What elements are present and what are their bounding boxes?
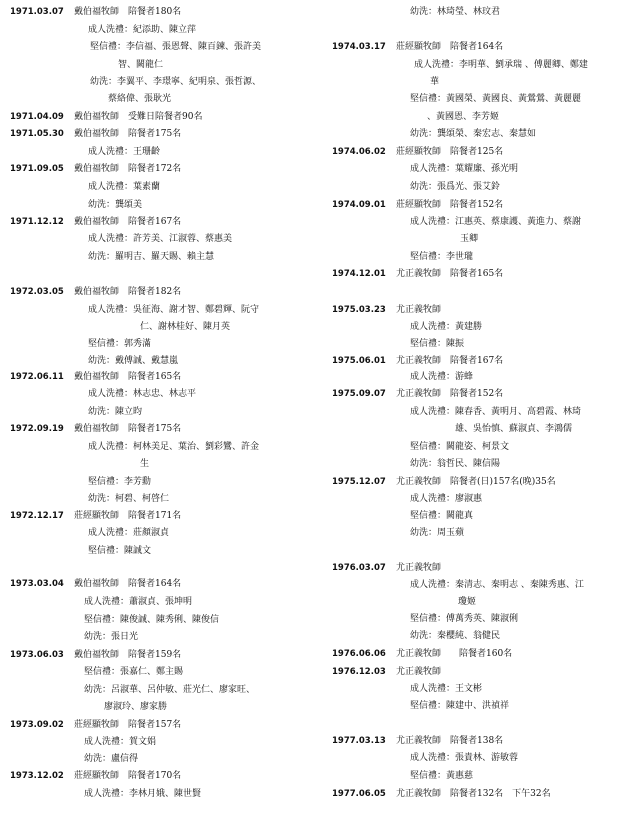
record-summary: 尤正義牧師 xyxy=(396,667,442,677)
record-detail-text: 幼洗：周玉蘋 xyxy=(410,528,465,538)
record-detail-text: 堅信禮：傅萬秀英、陳淑俐 xyxy=(410,614,519,624)
record-detail-text: 堅信禮：張嘉仁、鄭主賜 xyxy=(84,667,184,677)
record-detail-text: 成人洗禮：蕭淑貞、張坤明 xyxy=(84,597,193,607)
record-date: 1971.12.12 xyxy=(10,217,64,227)
record-detail-text: 幼洗：陳立昀 xyxy=(88,407,143,417)
record-date: 1971.03.07 xyxy=(10,7,64,17)
record-detail-text: 幼洗：張爲光、張艾鈴 xyxy=(410,182,501,192)
record-date: 1974.06.02 xyxy=(332,147,386,157)
record-detail-text: 幼洗：秦櫻純、翁健民 xyxy=(410,631,501,641)
record-summary: 尤正義牧師 xyxy=(396,563,442,573)
record-detail-text: 幼洗：戴傅誠、戴慧嵐 xyxy=(88,356,179,366)
record-detail-text: 瓊姬 xyxy=(458,597,477,607)
record-summary: 戴伯福牧師 陪餐者175名 xyxy=(74,424,182,434)
record-summary: 尤正義牧師 xyxy=(396,305,442,315)
record-date: 1972.06.11 xyxy=(10,372,64,382)
record-detail-text: 堅信禮：李世瓏 xyxy=(410,252,474,262)
record-summary: 戴伯福牧師 陪餐者159名 xyxy=(74,650,182,660)
record-summary: 戴伯福牧師 陪餐者165名 xyxy=(74,372,182,382)
record-detail-text: 蔡絡偉、張耿光 xyxy=(108,94,172,104)
record-date: 1972.12.17 xyxy=(10,511,64,521)
record-summary: 莊經顯牧師 陪餐者157名 xyxy=(74,720,182,730)
record-detail-text: 成人洗禮：李林月娥、陳世賢 xyxy=(84,789,202,799)
record-date: 1976.06.06 xyxy=(332,649,386,659)
record-detail-text: 雄、吳怡慎、蘇淑貞、李鴻儒 xyxy=(455,424,573,434)
record-date: 1976.12.03 xyxy=(332,667,386,677)
record-summary: 莊經顯牧師 陪餐者125名 xyxy=(396,147,504,157)
record-detail-text: 成人洗禮：王文彬 xyxy=(410,684,483,694)
record-date: 1975.06.01 xyxy=(332,356,386,366)
record-detail-text: 幼洗：羅明吉、羅天賜、賴主慧 xyxy=(88,252,215,262)
record-detail-text: 廖淑玲、廖家勝 xyxy=(104,702,168,712)
record-detail-text: 成人洗禮：李明華、劉承瑞 、傅麗卿、鄭建 xyxy=(414,60,588,70)
record-summary: 尤正義牧師 陪餐者(日)157名(晚)35名 xyxy=(396,477,556,487)
record-detail-text: 成人洗禮：莊顏淑貞 xyxy=(88,528,170,538)
record-summary: 尤正義牧師 陪餐者165名 xyxy=(396,269,504,279)
record-summary: 戴伯福牧師 陪餐者167名 xyxy=(74,217,182,227)
record-detail-text: 幼洗：呂淑華、呂仲敏、莊光仁、廖家旺、 xyxy=(84,685,256,695)
record-detail-text: 幼洗：龔頌榮、秦宏志、秦慧如 xyxy=(410,129,537,139)
record-detail-text: 堅信禮：黃國榮、黃國良、黃鶯鶯、黃麗麗 xyxy=(410,94,582,104)
right-column xyxy=(322,0,628,822)
record-detail-text: 堅信禮：李信福、張恩聲、陳百鍊、張許美 xyxy=(90,42,262,52)
record-detail-text: 成人洗禮：游蜂 xyxy=(410,372,474,382)
record-date: 1973.06.03 xyxy=(10,650,64,660)
record-detail-text: 堅信禮：陳建中、洪禎祥 xyxy=(410,701,510,711)
record-date: 1976.03.07 xyxy=(332,563,386,573)
record-detail-text: 堅信禮：李芳勳 xyxy=(88,477,152,487)
record-date: 1972.03.05 xyxy=(10,287,64,297)
record-detail-text: 成人洗禮：張貴林、游敏蓉 xyxy=(410,753,519,763)
record-detail-text: 成人洗禮：黃建勝 xyxy=(410,322,483,332)
record-summary: 戴伯福牧師 陪餐者182名 xyxy=(74,287,182,297)
record-date: 1975.09.07 xyxy=(332,389,386,399)
record-detail-text: 堅信禮：陳俊誠、陳秀俐、陳俊信 xyxy=(84,615,220,625)
record-summary: 尤正義牧師 陪餐者167名 xyxy=(396,356,504,366)
record-detail-text: 成人洗禮：秦清志、秦明志 、秦陳秀惠、江 xyxy=(410,580,584,590)
record-date: 1973.12.02 xyxy=(10,771,64,781)
record-detail-text: 幼洗：李翼平、李璟寧、紀明泉、張哲源、 xyxy=(90,77,262,87)
record-detail-text: 、黃國恩、李芳姬 xyxy=(427,112,500,122)
record-date: 1974.03.17 xyxy=(332,42,386,52)
record-date: 1975.12.07 xyxy=(332,477,386,487)
record-summary: 莊經顯牧師 陪餐者171名 xyxy=(74,511,182,521)
record-detail-text: 玉卿 xyxy=(460,234,479,244)
record-detail-text: 成人洗禮：林志忠、林志平 xyxy=(88,389,197,399)
record-detail-text: 幼洗：翁哲民、陳信陽 xyxy=(410,459,501,469)
record-detail-text: 成人洗禮：陳春香、黃明月、高碧霞、林琦 xyxy=(410,407,582,417)
record-date: 1975.03.23 xyxy=(332,305,386,315)
record-detail-text: 成人洗禮：葉耀廉、孫光明 xyxy=(410,164,519,174)
record-detail-text: 仁、謝林桂好、陳月英 xyxy=(140,322,231,332)
record-detail-text: 華 xyxy=(430,77,440,87)
record-detail-text: 幼洗：林琦瑩、林玟君 xyxy=(410,7,501,17)
record-summary: 尤正義牧師 陪餐者160名 xyxy=(396,649,513,659)
record-detail-text: 堅信禮：陳誠文 xyxy=(88,546,152,556)
record-date: 1971.05.30 xyxy=(10,129,64,139)
record-date: 1973.09.02 xyxy=(10,720,64,730)
record-detail-text: 成人洗禮：賀文娟 xyxy=(84,737,157,747)
record-summary: 尤正義牧師 陪餐者132名 下午32名 xyxy=(396,789,551,799)
record-summary: 戴伯福牧師 陪餐者175名 xyxy=(74,129,182,139)
record-detail-text: 堅信禮：闕龍真 xyxy=(410,511,474,521)
record-summary: 莊經顯牧師 陪餐者170名 xyxy=(74,771,182,781)
record-detail-text: 成人洗禮：柯林美足、葉治、劉彩鸞、許金 xyxy=(88,442,260,452)
record-date: 1974.12.01 xyxy=(332,269,386,279)
record-detail-text: 幼洗：龔頌美 xyxy=(88,200,143,210)
record-detail-text: 幼洗：盧信得 xyxy=(84,754,139,764)
record-detail-text: 成人洗禮：葉素蘭 xyxy=(88,182,161,192)
record-detail-text: 成人洗禮：許芳美、江淑蓉、蔡惠美 xyxy=(88,234,233,244)
record-detail-text: 堅信禮：郭秀滿 xyxy=(88,339,152,349)
record-detail-text: 成人洗禮：江惠英、蔡康護、黃進力、蔡謝 xyxy=(410,217,582,227)
record-detail-text: 堅信禮：陳振 xyxy=(410,339,465,349)
record-summary: 尤正義牧師 陪餐者138名 xyxy=(396,736,504,746)
record-date: 1977.06.05 xyxy=(332,789,386,799)
record-detail-text: 成人洗禮：廖淑惠 xyxy=(410,494,483,504)
record-detail-text: 成人洗禮：紀添助、陳立萍 xyxy=(88,25,197,35)
record-date: 1973.03.04 xyxy=(10,579,64,589)
record-date: 1977.03.13 xyxy=(332,736,386,746)
record-summary: 戴伯福牧師 陪餐者164名 xyxy=(74,579,182,589)
record-summary: 莊經顯牧師 陪餐者152名 xyxy=(396,200,504,210)
record-summary: 戴伯福牧師 陪餐者172名 xyxy=(74,164,182,174)
record-summary: 尤正義牧師 陪餐者152名 xyxy=(396,389,504,399)
record-date: 1974.09.01 xyxy=(332,200,386,210)
record-detail-text: 生 xyxy=(140,459,150,469)
record-detail-text: 成人洗禮：王珊齡 xyxy=(88,147,161,157)
record-detail-text: 幼洗：張日光 xyxy=(84,632,139,642)
record-detail-text: 堅信禮：黃惠慈 xyxy=(410,771,474,781)
record-detail-text: 成人洗禮：吳征海、謝才智、鄭碧輝、阮守 xyxy=(88,305,260,315)
record-detail-text: 堅信禮：闕龍姿、柯景文 xyxy=(410,442,510,452)
record-date: 1971.04.09 xyxy=(10,112,64,122)
record-detail-text: 智、闕龍仁 xyxy=(118,60,164,70)
record-summary: 戴伯福牧師 受難日陪餐者90名 xyxy=(74,112,203,122)
record-summary: 戴伯福牧師 陪餐者180名 xyxy=(74,7,182,17)
record-summary: 莊經顯牧師 陪餐者164名 xyxy=(396,42,504,52)
record-date: 1972.09.19 xyxy=(10,424,64,434)
record-detail-text: 幼洗：柯碧、柯啓仁 xyxy=(88,494,170,504)
record-date: 1971.09.05 xyxy=(10,164,64,174)
